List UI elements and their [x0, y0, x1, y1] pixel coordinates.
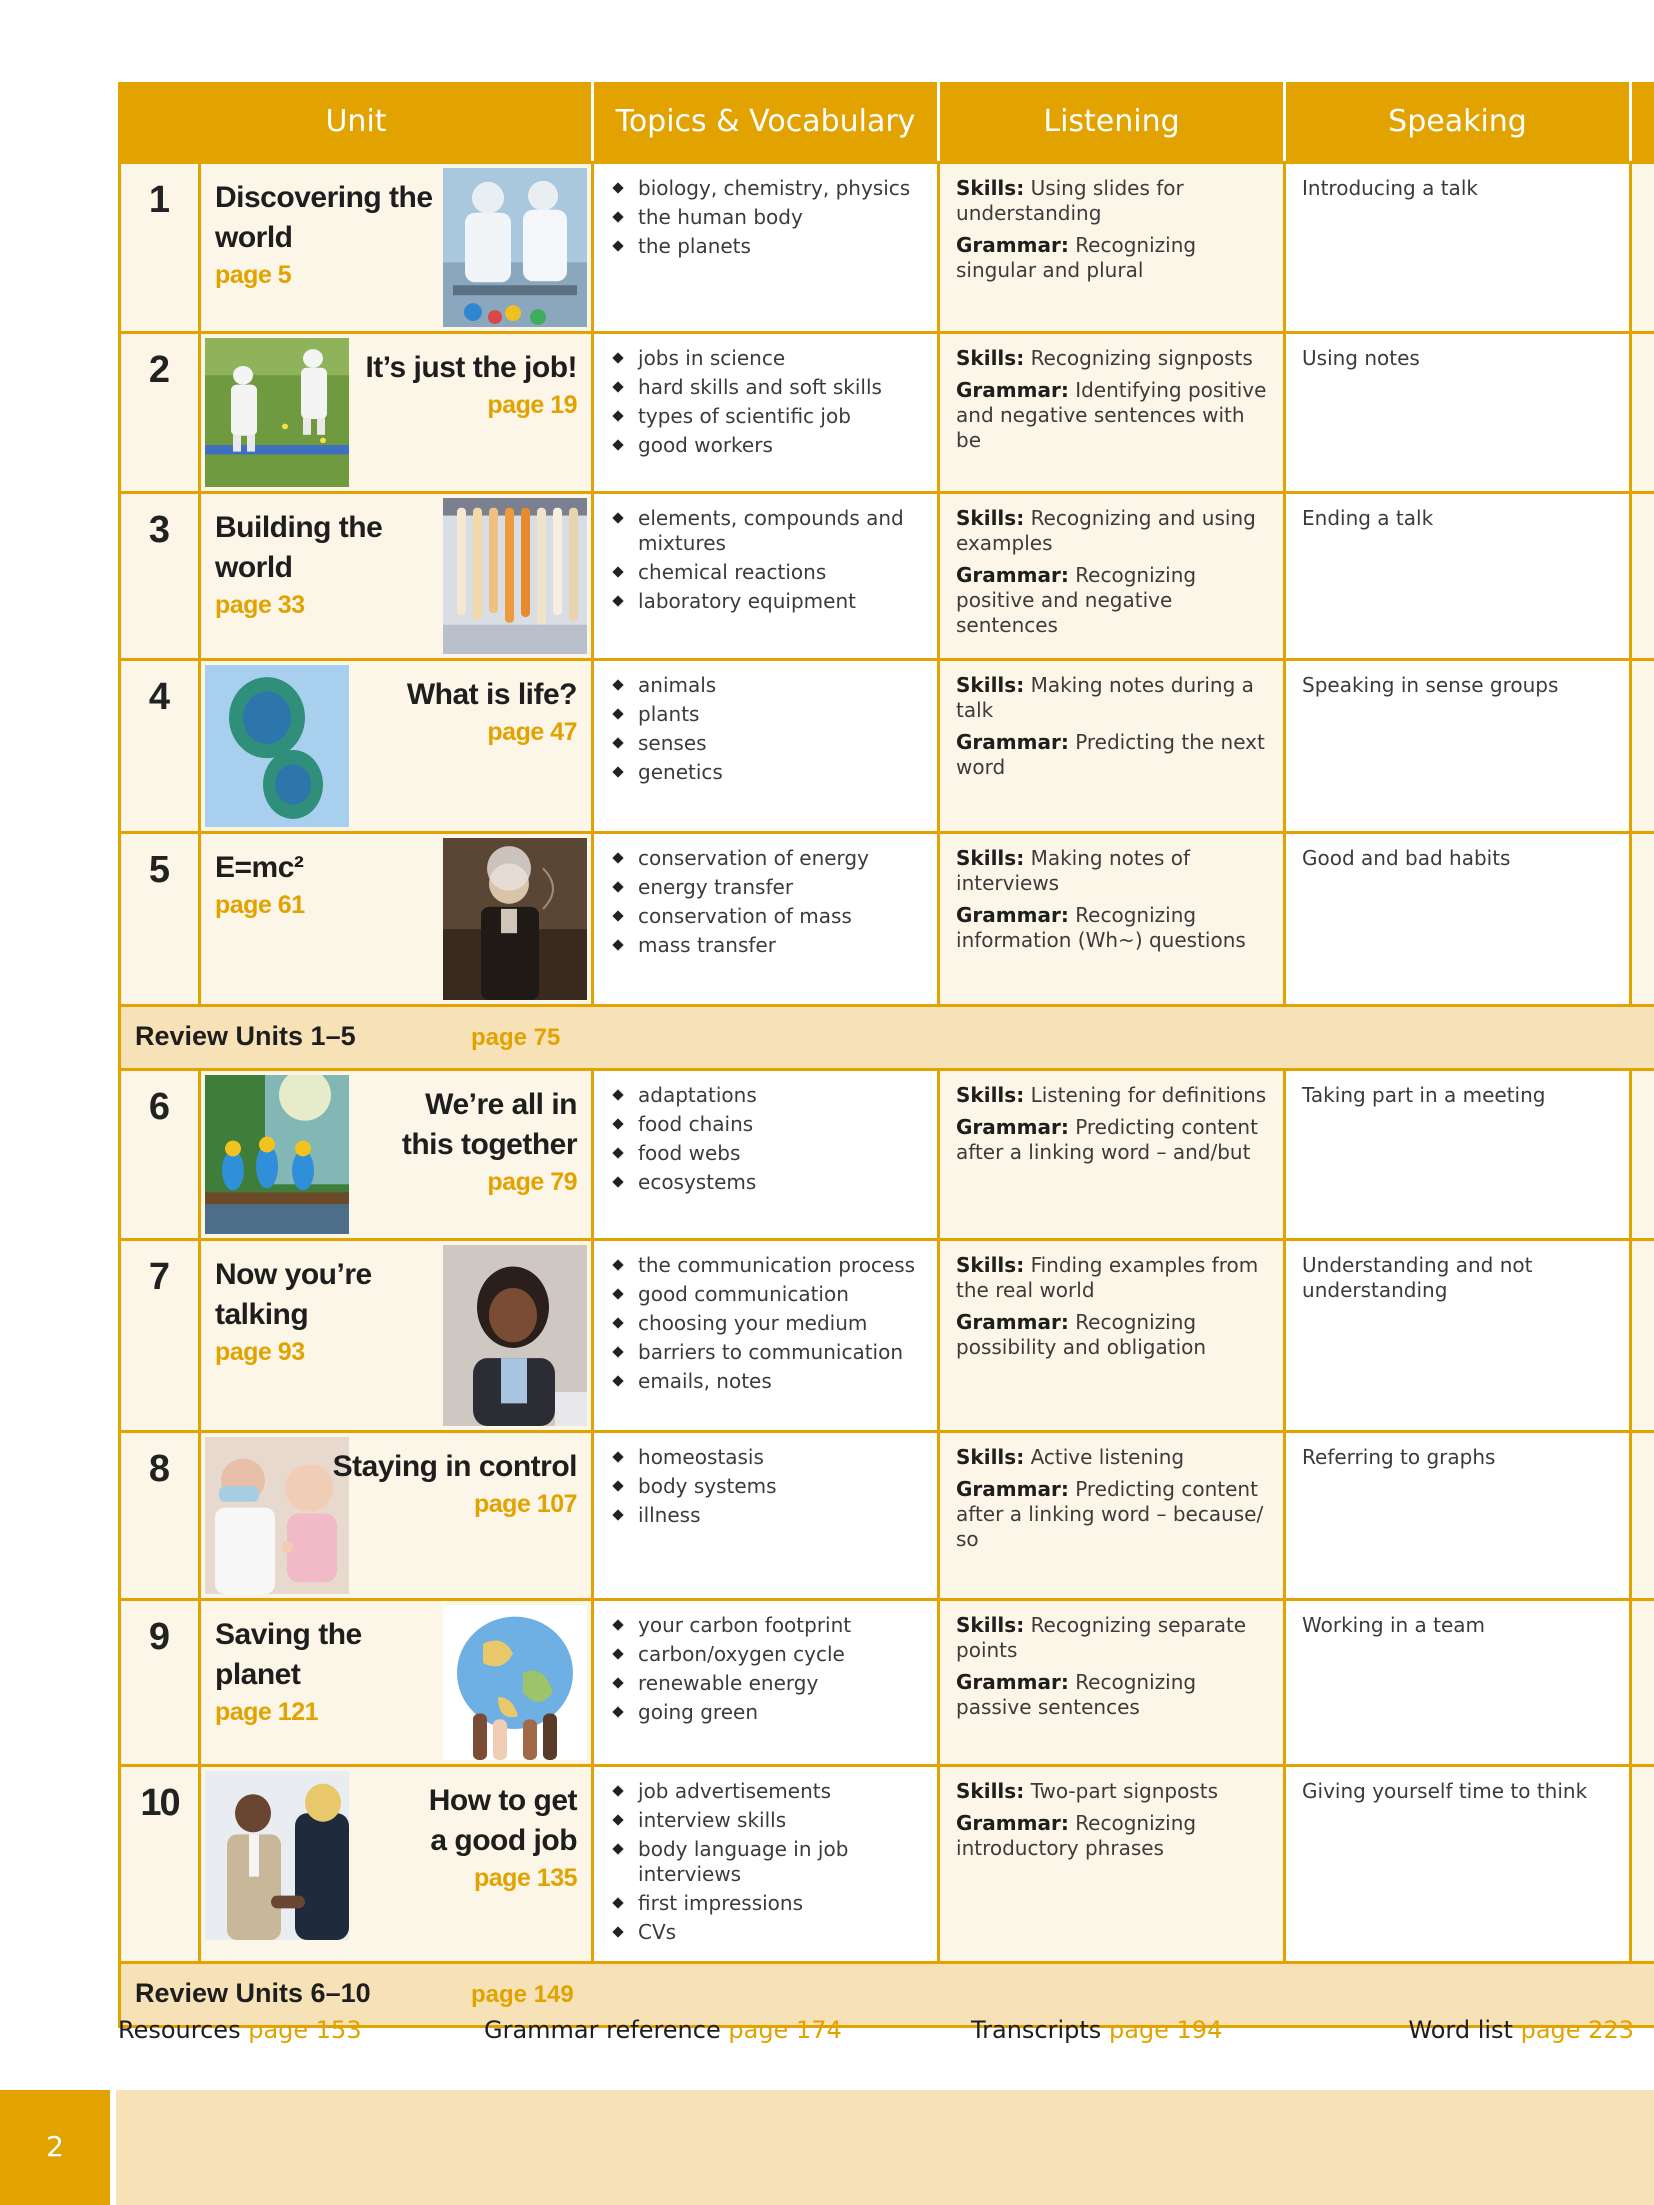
topic-item: adaptations	[610, 1083, 921, 1108]
table-body	[120, 162, 1654, 2026]
grammar-text: Recognizing introductory phrases	[956, 1810, 1197, 1860]
topic-item: renewable energy	[610, 1671, 921, 1696]
topic-item: CVs	[610, 1920, 921, 1945]
grammar-label: Grammar:	[956, 1476, 1069, 1501]
unit-title-line: Staying in control	[332, 1449, 578, 1483]
topics-cell	[593, 1431, 939, 1599]
unit-number: 7	[120, 1239, 200, 1431]
scientists-lab-photo	[443, 168, 587, 327]
listening-grammar	[956, 1310, 1267, 1360]
resources-link[interactable]	[118, 2016, 362, 2044]
topics-cell	[593, 332, 939, 492]
skills-text: Making notes of interviews	[956, 845, 1191, 895]
unit-page-link[interactable]: page 135	[474, 1863, 578, 1892]
listening-grammar	[956, 233, 1267, 283]
topic-item: going green	[610, 1700, 921, 1725]
topics-cell	[593, 1765, 939, 1962]
listening-skills	[956, 846, 1267, 896]
unit-row-3	[120, 492, 1654, 659]
unit-page-link[interactable]: page 47	[487, 717, 578, 746]
topic-item: energy transfer	[610, 875, 921, 900]
header-speaking: Speaking	[1285, 82, 1631, 162]
topics-list	[610, 1253, 921, 1394]
unit-title	[407, 675, 577, 749]
unit-title-line: this together	[401, 1127, 578, 1161]
topic-item: carbon/oxygen cycle	[610, 1642, 921, 1667]
skills-label: Skills:	[956, 845, 1025, 870]
woman-on-phone-photo	[443, 1245, 587, 1426]
unit-cell[interactable]	[200, 659, 593, 832]
listening-cell	[939, 1239, 1285, 1431]
unit-cell[interactable]	[200, 832, 593, 1005]
unit-row-10	[120, 1765, 1654, 1962]
header-topics: Topics & Vocabulary	[593, 82, 939, 162]
listening-grammar	[956, 563, 1267, 638]
grammar-label: Grammar:	[956, 1810, 1069, 1835]
topic-item: barriers to communication	[610, 1340, 921, 1365]
topic-item: mass transfer	[610, 933, 921, 958]
topic-item: chemical reactions	[610, 560, 921, 585]
listening-cell	[939, 162, 1285, 332]
grammar-text: Predicting the next word	[956, 729, 1265, 779]
speaking-cell: Using notes	[1285, 332, 1631, 492]
topic-item: emails, notes	[610, 1369, 921, 1394]
next-column-cell	[1631, 1599, 1654, 1765]
topic-item: first impressions	[610, 1891, 921, 1916]
topic-item: choosing your medium	[610, 1311, 921, 1336]
unit-number: 10	[120, 1765, 200, 1962]
unit-title	[429, 1781, 577, 1895]
topic-item: body language in job interviews	[610, 1837, 921, 1887]
listening-skills	[956, 1253, 1267, 1303]
unit-cell[interactable]	[200, 162, 593, 332]
topics-list	[610, 176, 921, 259]
skills-label: Skills:	[956, 345, 1025, 370]
skills-text: Recognizing separate points	[956, 1612, 1247, 1662]
topic-item: elements, compounds and mixtures	[610, 506, 921, 556]
topics-cell	[593, 162, 939, 332]
topics-list	[610, 346, 921, 458]
skills-text: Listening for definitions	[1030, 1082, 1267, 1107]
unit-cell-inner	[201, 1241, 591, 1430]
listening-cell	[939, 332, 1285, 492]
unit-title	[333, 1447, 577, 1521]
review-row	[120, 1005, 1654, 1069]
next-column-cell	[1631, 832, 1654, 1005]
grammar-label: Grammar:	[956, 1669, 1069, 1694]
unit-number: 6	[120, 1069, 200, 1239]
listening-grammar	[956, 1115, 1267, 1165]
resources-page: page 153	[248, 2016, 362, 2044]
grammar-text: Predicting content after a linking word – because/ so	[956, 1476, 1264, 1551]
topic-item: plants	[610, 702, 921, 727]
topic-item: ecosystems	[610, 1170, 921, 1195]
unit-cell[interactable]	[200, 332, 593, 492]
unit-title-line: planet	[215, 1657, 301, 1691]
speaking-cell: Referring to graphs	[1285, 1431, 1631, 1599]
parrots-photo	[205, 1075, 349, 1234]
unit-page-link[interactable]: page 79	[487, 1167, 578, 1196]
header-row	[120, 82, 1654, 162]
speaking-cell: Giving yourself time to think	[1285, 1765, 1631, 1962]
transcripts-page: page 194	[1108, 2016, 1223, 2044]
unit-title	[402, 1085, 577, 1199]
unit-page-link[interactable]: page 121	[215, 1697, 319, 1726]
unit-title-line: Saving the	[215, 1617, 362, 1651]
header-next-column	[1631, 82, 1654, 162]
unit-title-line: world	[215, 220, 293, 254]
topic-item: conservation of energy	[610, 846, 921, 871]
unit-cell[interactable]	[200, 1599, 593, 1765]
listening-cell	[939, 659, 1285, 832]
grammar-label: Grammar:	[956, 1309, 1069, 1334]
listening-cell	[939, 1599, 1285, 1765]
topics-list	[610, 1613, 921, 1725]
listening-skills	[956, 1779, 1267, 1804]
footer-band	[116, 2090, 1654, 2205]
dividing-cell-photo	[205, 665, 349, 827]
unit-title	[215, 508, 382, 622]
topic-item: food webs	[610, 1141, 921, 1166]
topic-item: good communication	[610, 1282, 921, 1307]
topic-item: genetics	[610, 760, 921, 785]
contents-table	[118, 82, 1654, 2028]
grammar-reference-label: Grammar reference	[484, 2016, 721, 2044]
skills-label: Skills:	[956, 175, 1025, 200]
grammar-reference-link[interactable]	[484, 2016, 842, 2044]
unit-number: 8	[120, 1431, 200, 1599]
unit-cell-inner	[201, 1433, 591, 1598]
listening-skills	[956, 1445, 1267, 1470]
grammar-label: Grammar:	[956, 1114, 1069, 1139]
unit-row-6	[120, 1069, 1654, 1239]
topics-cell	[593, 1599, 939, 1765]
word-list-link[interactable]	[1408, 2016, 1634, 2044]
topic-item: good workers	[610, 433, 921, 458]
unit-page-link[interactable]: page 107	[474, 1489, 578, 1518]
topic-item: homeostasis	[610, 1445, 921, 1470]
unit-number: 4	[120, 659, 200, 832]
review-page-link[interactable]: page 75	[471, 1023, 561, 1051]
topic-item: types of scientific job	[610, 404, 921, 429]
listening-skills	[956, 673, 1267, 723]
grammar-text: Identifying positive and negative sentences with be	[956, 377, 1267, 452]
transcripts-label: Transcripts	[971, 2016, 1102, 2044]
topics-cell	[593, 492, 939, 659]
topic-item: body systems	[610, 1474, 921, 1499]
next-column-cell	[1631, 332, 1654, 492]
skills-label: Skills:	[956, 1252, 1025, 1277]
resources-bar	[118, 2016, 1634, 2056]
unit-title-line: We’re all in	[425, 1087, 578, 1121]
unit-page-link[interactable]: page 93	[215, 1337, 305, 1366]
topic-item: the communication process	[610, 1253, 921, 1278]
topics-list	[610, 846, 921, 958]
review-cell[interactable]	[120, 1005, 1654, 1069]
job-interview-photo	[205, 1771, 349, 1940]
listening-cell	[939, 1069, 1285, 1239]
grammar-label: Grammar:	[956, 562, 1069, 587]
speaking-cell: Ending a talk	[1285, 492, 1631, 659]
unit-title-line: Discovering the	[215, 180, 433, 214]
grammar-label: Grammar:	[956, 729, 1069, 754]
listening-skills	[956, 1613, 1267, 1663]
unit-cell-inner	[201, 1601, 591, 1764]
listening-cell	[939, 1431, 1285, 1599]
topic-item: interview skills	[610, 1808, 921, 1833]
unit-title-line: world	[215, 550, 293, 584]
review-label: Review Units 1–5	[135, 1020, 356, 1051]
speaking-cell: Understanding and not understanding	[1285, 1239, 1631, 1431]
unit-cell[interactable]	[200, 492, 593, 659]
test-tubes-photo	[443, 498, 587, 654]
skills-text: Recognizing signposts	[1030, 345, 1253, 370]
unit-cell-inner	[201, 661, 591, 831]
resources-label: Resources	[118, 2016, 241, 2044]
next-column-cell	[1631, 659, 1654, 832]
unit-title-line: What is life?	[406, 677, 578, 711]
topics-list	[610, 1779, 921, 1945]
topic-item: hard skills and soft skills	[610, 375, 921, 400]
speaking-cell: Introducing a talk	[1285, 162, 1631, 332]
unit-row-7	[120, 1239, 1654, 1431]
grammar-text: Recognizing singular and plural	[956, 232, 1197, 282]
speaking-cell: Working in a team	[1285, 1599, 1631, 1765]
unit-title	[365, 348, 577, 422]
topics-cell	[593, 1239, 939, 1431]
forensic-scientists-photo	[205, 338, 349, 487]
topic-item: conservation of mass	[610, 904, 921, 929]
unit-title	[215, 178, 433, 292]
listening-grammar	[956, 378, 1267, 453]
listening-grammar	[956, 1670, 1267, 1720]
grammar-text: Predicting content after a linking word – and/but	[956, 1114, 1258, 1164]
unit-row-5	[120, 832, 1654, 1005]
topics-cell	[593, 659, 939, 832]
unit-number: 3	[120, 492, 200, 659]
review-label: Review Units 6–10	[135, 1977, 371, 2008]
grammar-text: Recognizing possibility and obligation	[956, 1309, 1207, 1359]
globe-hands-photo	[443, 1605, 587, 1760]
review-page-link[interactable]: page 149	[471, 1980, 574, 2008]
unit-cell-inner	[201, 1767, 591, 1944]
grammar-text: Recognizing passive sentences	[956, 1669, 1197, 1719]
skills-text: Making notes during a talk	[956, 672, 1254, 722]
next-column-cell	[1631, 162, 1654, 332]
skills-label: Skills:	[956, 1612, 1025, 1637]
topic-item: the planets	[610, 234, 921, 259]
topic-item: food chains	[610, 1112, 921, 1137]
topic-item: illness	[610, 1503, 921, 1528]
skills-text: Using slides for understanding	[956, 175, 1184, 225]
unit-title-line: It’s just the job!	[365, 350, 578, 384]
topics-list	[610, 1083, 921, 1195]
word-list-page: page 223	[1520, 2016, 1634, 2044]
unit-title	[215, 848, 305, 922]
topic-item: job advertisements	[610, 1779, 921, 1804]
unit-row-8	[120, 1431, 1654, 1599]
unit-title-line: talking	[215, 1297, 309, 1331]
topic-item: senses	[610, 731, 921, 756]
unit-page-link[interactable]: page 61	[215, 890, 305, 919]
unit-cell[interactable]	[200, 1431, 593, 1599]
speaking-cell: Good and bad habits	[1285, 832, 1631, 1005]
speaking-cell: Taking part in a meeting	[1285, 1069, 1631, 1239]
grammar-text: Recognizing positive and negative sentences	[956, 562, 1197, 637]
unit-row-1	[120, 162, 1654, 332]
unit-cell[interactable]	[200, 1765, 593, 1962]
listening-grammar	[956, 1811, 1267, 1861]
next-column-cell	[1631, 1239, 1654, 1431]
unit-cell[interactable]	[200, 1069, 593, 1239]
grammar-label: Grammar:	[956, 232, 1069, 257]
skills-label: Skills:	[956, 505, 1025, 530]
listening-skills	[956, 176, 1267, 226]
transcripts-link[interactable]	[971, 2016, 1222, 2044]
topics-list	[610, 1445, 921, 1528]
skills-label: Skills:	[956, 1444, 1025, 1469]
skills-text: Active listening	[1030, 1444, 1185, 1469]
unit-title-line: Building the	[215, 510, 383, 544]
unit-number: 1	[120, 162, 200, 332]
topic-item: animals	[610, 673, 921, 698]
header-unit: Unit	[120, 82, 593, 162]
topics-cell	[593, 832, 939, 1005]
unit-cell-inner	[201, 164, 591, 331]
listening-skills	[956, 1083, 1267, 1108]
topic-item: biology, chemistry, physics	[610, 176, 921, 201]
unit-title	[215, 1615, 362, 1729]
unit-page-link[interactable]: page 5	[215, 260, 292, 289]
unit-page-link[interactable]: page 33	[215, 590, 305, 619]
listening-cell	[939, 1765, 1285, 1962]
skills-label: Skills:	[956, 672, 1025, 697]
topics-list	[610, 506, 921, 614]
header-listening: Listening	[939, 82, 1285, 162]
listening-skills	[956, 506, 1267, 556]
unit-number: 2	[120, 332, 200, 492]
unit-row-9	[120, 1599, 1654, 1765]
listening-grammar	[956, 1477, 1267, 1552]
unit-title-line: Now you’re	[215, 1257, 372, 1291]
skills-label: Skills:	[956, 1778, 1025, 1803]
unit-cell-inner	[201, 1071, 591, 1238]
next-column-cell	[1631, 1765, 1654, 1962]
next-column-cell	[1631, 492, 1654, 659]
grammar-reference-page: page 174	[728, 2016, 842, 2044]
unit-row-4	[120, 659, 1654, 832]
unit-cell[interactable]	[200, 1239, 593, 1431]
word-list-label: Word list	[1408, 2016, 1513, 2044]
topic-item: jobs in science	[610, 346, 921, 371]
unit-row-2	[120, 332, 1654, 492]
doctor-baby-photo	[205, 1437, 349, 1594]
unit-cell-inner	[201, 494, 591, 658]
unit-page-link[interactable]: page 19	[487, 390, 578, 419]
einstein-photo	[443, 838, 587, 1000]
skills-text: Recognizing and using examples	[956, 505, 1256, 555]
topics-cell	[593, 1069, 939, 1239]
listening-skills	[956, 346, 1267, 371]
topic-item: laboratory equipment	[610, 589, 921, 614]
grammar-text: Recognizing information (Wh~) questions	[956, 902, 1246, 952]
next-column-cell	[1631, 1069, 1654, 1239]
unit-title-line: E=mc²	[215, 850, 304, 884]
topics-list	[610, 673, 921, 785]
unit-number: 5	[120, 832, 200, 1005]
topic-item: the human body	[610, 205, 921, 230]
grammar-label: Grammar:	[956, 377, 1069, 402]
page-number: 2	[46, 2130, 64, 2163]
skills-text: Finding examples from the real world	[956, 1252, 1259, 1302]
unit-cell-inner	[201, 834, 591, 1004]
unit-title	[215, 1255, 372, 1369]
unit-cell-inner	[201, 334, 591, 491]
topic-item: your carbon footprint	[610, 1613, 921, 1638]
unit-title-line: a good job	[430, 1823, 578, 1857]
grammar-label: Grammar:	[956, 902, 1069, 927]
listening-cell	[939, 832, 1285, 1005]
skills-label: Skills:	[956, 1082, 1025, 1107]
listening-grammar	[956, 730, 1267, 780]
skills-text: Two-part signposts	[1030, 1778, 1218, 1803]
speaking-cell: Speaking in sense groups	[1285, 659, 1631, 832]
listening-cell	[939, 492, 1285, 659]
unit-number: 9	[120, 1599, 200, 1765]
unit-title-line: How to get	[428, 1783, 578, 1817]
listening-grammar	[956, 903, 1267, 953]
next-column-cell	[1631, 1431, 1654, 1599]
